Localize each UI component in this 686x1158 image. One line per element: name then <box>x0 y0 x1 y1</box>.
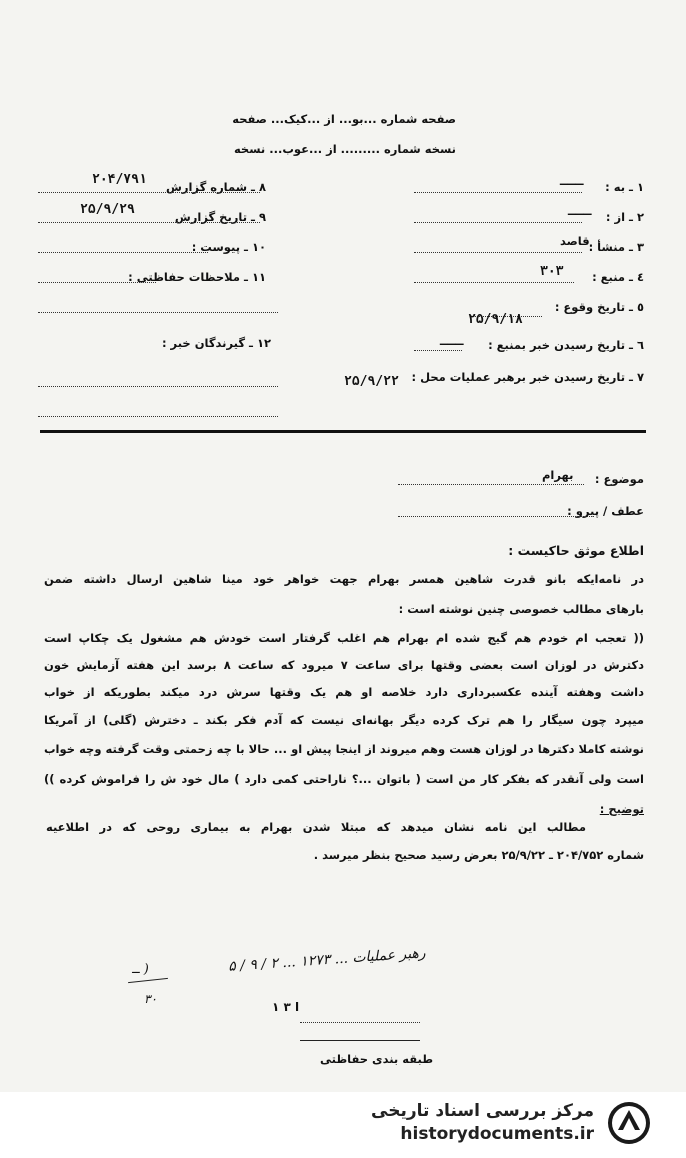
report-date-label: ۹ ـ تاریخ گزارش <box>174 210 266 224</box>
news-to-source-dots <box>414 350 462 351</box>
news-to-leader-date-label: ۷ ـ تاریخ رسیدن خبر برهبر عملیات محل : <box>411 370 644 384</box>
report-number-value: ۲۰۴/۷۹۱ <box>92 172 147 187</box>
attachment-dots <box>38 252 208 253</box>
security-notes-dots-2 <box>38 312 278 313</box>
to-value: ـــ <box>560 174 584 189</box>
body-line: است ولی آنقدر که بفکر کار من است ( باتوان ...؟ ناراحتی کمی دارد ) مال خود ش را فراموش کرده )) <box>44 772 644 786</box>
from-value: ـــ <box>568 204 592 219</box>
subject-label: موضوع : <box>594 472 644 486</box>
source-label: ٤ ـ منبع : <box>592 270 644 284</box>
recipients-dots-1 <box>38 386 278 387</box>
occurrence-date-label: ٥ ـ تاریخ وقوع : <box>554 300 644 314</box>
note-line: شماره ۲۰۴/۷۵۲ ـ ۲۵/۹/۲۲ بعرض رسید صحیح بنظر میرسد . <box>313 848 644 862</box>
body-line: نوشته کاملا دکترها در لوزان هست وهم میروند از اینجا پیش او ... حالا با چه زحمتی وقت گرفته وچه خواب <box>44 742 644 756</box>
source-dots <box>414 282 574 283</box>
archive-logo-icon <box>606 1100 652 1146</box>
report-date-value: ۲۵/۹/۲۹ <box>80 202 135 217</box>
subject-dots <box>398 484 584 485</box>
report-date-dots <box>38 222 260 223</box>
origin-dots <box>414 252 582 253</box>
security-notes-dots <box>38 282 156 283</box>
attachment-label: ۱۰ ـ پیوست : <box>191 240 266 254</box>
handwritten-signature: رهبر عملیات ... ۱۲۷۳ ... ۲ / ۹ / ۵ <box>227 945 427 975</box>
body-line: (( تعجب ام خودم هم گیج شده ام بهرام هم اغلب گرفتار است خودش هم مشغول یک چکاپ است <box>44 631 644 645</box>
from-dots <box>414 222 582 223</box>
handwritten-mark: ــ ) <box>132 962 149 977</box>
handwritten-stroke <box>128 978 168 983</box>
subject-value: بهرام <box>542 468 574 482</box>
section-divider <box>40 430 646 433</box>
note-line: مطالب این نامه نشان میدهد که مبتلا شدن بهرام به بیماری روحی که در اطلاعیه <box>46 820 586 834</box>
security-notes-label: ۱۱ ـ ملاحظات حفاظتی : <box>128 270 266 284</box>
note-label: توضیح : <box>599 802 644 816</box>
stamp-number: ا ۳ ۱ <box>272 1000 300 1014</box>
classification-label: طبقه بندی حفاظتی <box>320 1052 434 1066</box>
reference-label: عطف / پیرو : <box>567 504 644 518</box>
source-value: ۳۰۳ <box>540 264 564 279</box>
handwritten-mark-2: ۳۰ <box>144 992 157 1006</box>
body-line: داشت وهفته آینده عکسبرداری دارد خلاصه او هم یک وقتها سرش درد میکند بطوریکه از خواب <box>44 685 644 699</box>
from-label: ۲ ـ از : <box>605 210 644 224</box>
report-number-label: ۸ ـ شماره گزارش <box>166 180 266 194</box>
reference-dots <box>398 516 594 517</box>
page-number-line: صفحه شماره ...بو... از ...کیک... صفحه <box>232 112 456 126</box>
copy-number-line: نسخه شماره ......... از ...عوب... نسخه <box>233 142 456 156</box>
report-number-dots <box>38 192 260 193</box>
body-heading: اطلاع موثق حاکیست : <box>508 543 644 558</box>
to-label: ۱ ـ به : <box>605 180 644 194</box>
stamp-dots <box>300 1022 420 1023</box>
archive-name: مرکز بررسی اسناد تاریخی <box>371 1101 594 1121</box>
news-to-leader-date-value: ۲۵/۹/۲۲ <box>344 374 399 389</box>
occurrence-date-value: ۲۵/۹/۱۸ <box>468 312 523 327</box>
bleed-through-texture: ​ <box>79 40 81 75</box>
body-line: دکترش در لوزان است بعضی وقتها برای ساعت ۷ میرود که ساعت ۸ برسد این هفته آزمایش خون <box>44 658 644 672</box>
body-line: در نامه‌ایکه بانو قدرت شاهین همسر بهرام جهت خواهر خود مینا شاهین ارسال داشته ضمن <box>44 572 644 586</box>
recipients-label: ۱۲ ـ گیرندگان خبر : <box>161 336 271 350</box>
to-dots <box>414 192 582 193</box>
archive-url: historydocuments.ir <box>400 1124 594 1144</box>
origin-value: قاصد <box>560 234 590 248</box>
classification-rule <box>300 1040 420 1041</box>
body-line: بارهای مطالب خصوصی چنین نوشته است : <box>398 602 644 616</box>
origin-label: ۳ ـ منشأ : <box>588 240 644 254</box>
recipients-dots-2 <box>38 416 278 417</box>
news-to-source-date-label: ٦ ـ تاریخ رسیدن خبر بمنبع : <box>488 338 644 352</box>
body-line: میپرد چون سیگار را هم ترک کرده دیگر بهانه‌ای نیست که آدم فکر بکند ـ دخترش (گلی) از آمریکا <box>44 713 644 727</box>
news-to-source-value: ـــ <box>440 334 464 349</box>
